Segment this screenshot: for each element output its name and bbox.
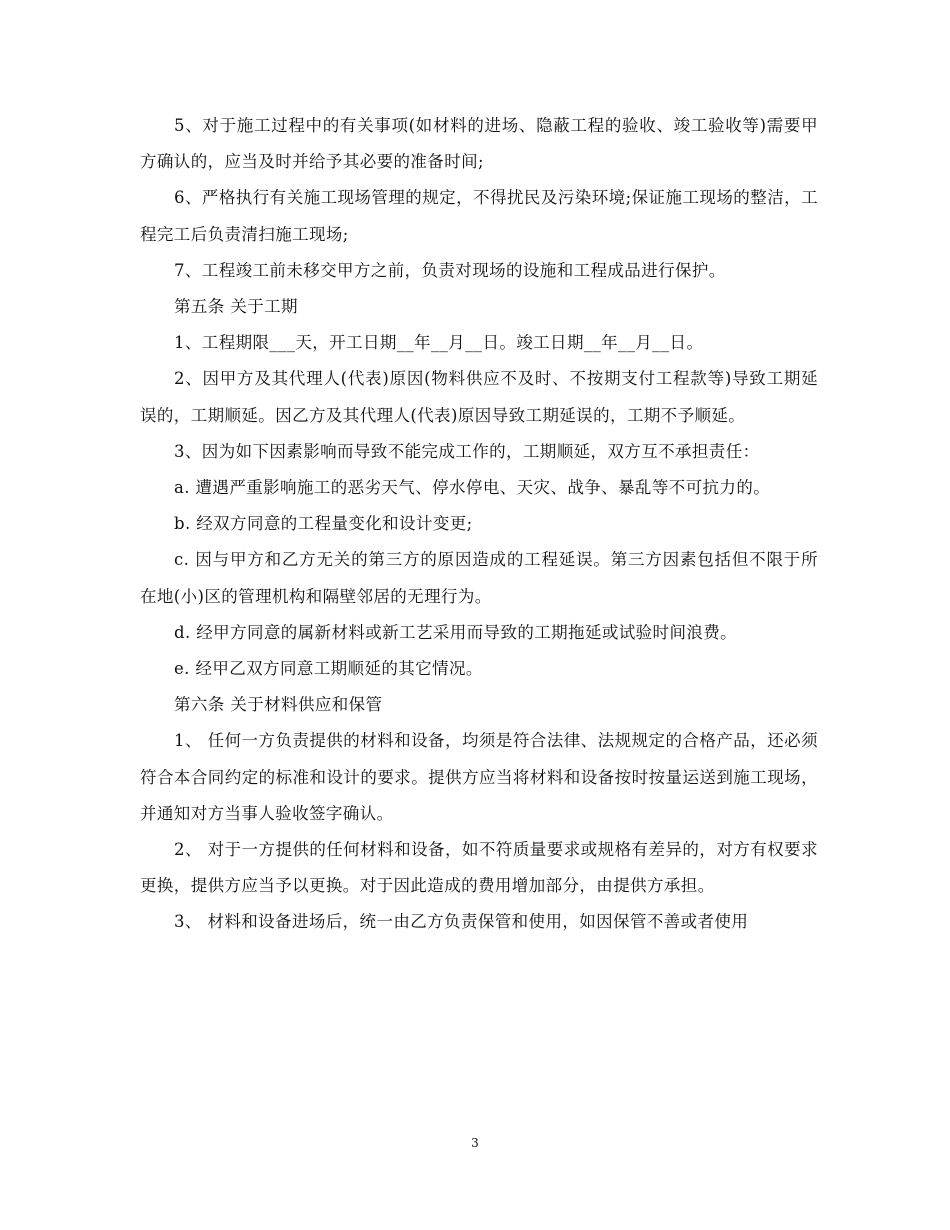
paragraph-item-5: 5、对于施工过程中的有关事项(如材料的进场、隐蔽工程的验收、竣工验收等)需要甲方确认的，应当及时并给予其必要的准备时间; xyxy=(140,116,818,172)
paragraph-item-6: 6、严格执行有关施工现场管理的规定，不得扰民及污染环境;保证施工现场的整洁，工程完工后负责清扫施工现场; xyxy=(140,188,818,244)
list-item-b: b. 经双方同意的工程量变化和设计变更; xyxy=(174,514,473,534)
list-item-d: d. 经甲方同意的属新材料或新工艺采用而导致的工期拖延或试验时间浪费。 xyxy=(174,622,738,642)
page-number: 3 xyxy=(471,1136,479,1150)
list-item-c: c. 因与甲方和乙方无关的第三方的原因造成的工程延误。第三方因素包括但不限于所在地(小)区的管理机构和隔壁邻居的无理行为。 xyxy=(140,550,818,606)
paragraph-materials-supply: 1、 任何一方负责提供的材料和设备，均须是符合法律、法规规定的合格产品，还必须符合本合同约定的标准和设计的要求。提供方应当将材料和设备按时按量运送到施工现场，并通知对方当事人验收签字确认。 xyxy=(140,731,818,823)
list-item-e: e. 经甲乙双方同意工期顺延的其它情况。 xyxy=(174,659,483,679)
paragraph-schedule-extension-factors: 3、因为如下因素影响而导致不能完成工作的，工期顺延，双方互不承担责任： xyxy=(174,441,760,461)
paragraph-materials-storage: 3、 材料和设备进场后，统一由乙方负责保管和使用，如因保管不善或者使用 xyxy=(174,912,749,932)
paragraph-materials-replacement: 2、 对于一方提供的任何材料和设备，如不符质量要求或规格有差异的，对方有权要求更换，提供方应当予以更换。对于因此造成的费用增加部分，由提供方承担。 xyxy=(140,840,818,896)
section-heading-article-6: 第六条 关于材料供应和保管 xyxy=(174,695,383,715)
paragraph-schedule-delay-party-a: 2、因甲方及其代理人(代表)原因(物料供应不及时、不按期支付工程款等)导致工期延误的，工期顺延。因乙方及其代理人(代表)原因导致工期延误的，工期不予顺延。 xyxy=(140,369,818,425)
list-item-a: a. 遭遇严重影响施工的恶劣天气、停水停电、天灾、战争、暴乱等不可抗力的。 xyxy=(174,478,771,498)
paragraph-schedule-term: 1、工程期限___天，开工日期__年__月__日。竣工日期__年__月__日。 xyxy=(174,333,704,353)
paragraph-item-7: 7、工程竣工前未移交甲方之前，负责对现场的设施和工程成品进行保护。 xyxy=(174,260,726,280)
document-body xyxy=(140,108,818,941)
section-heading-article-5: 第五条 关于工期 xyxy=(174,297,298,317)
